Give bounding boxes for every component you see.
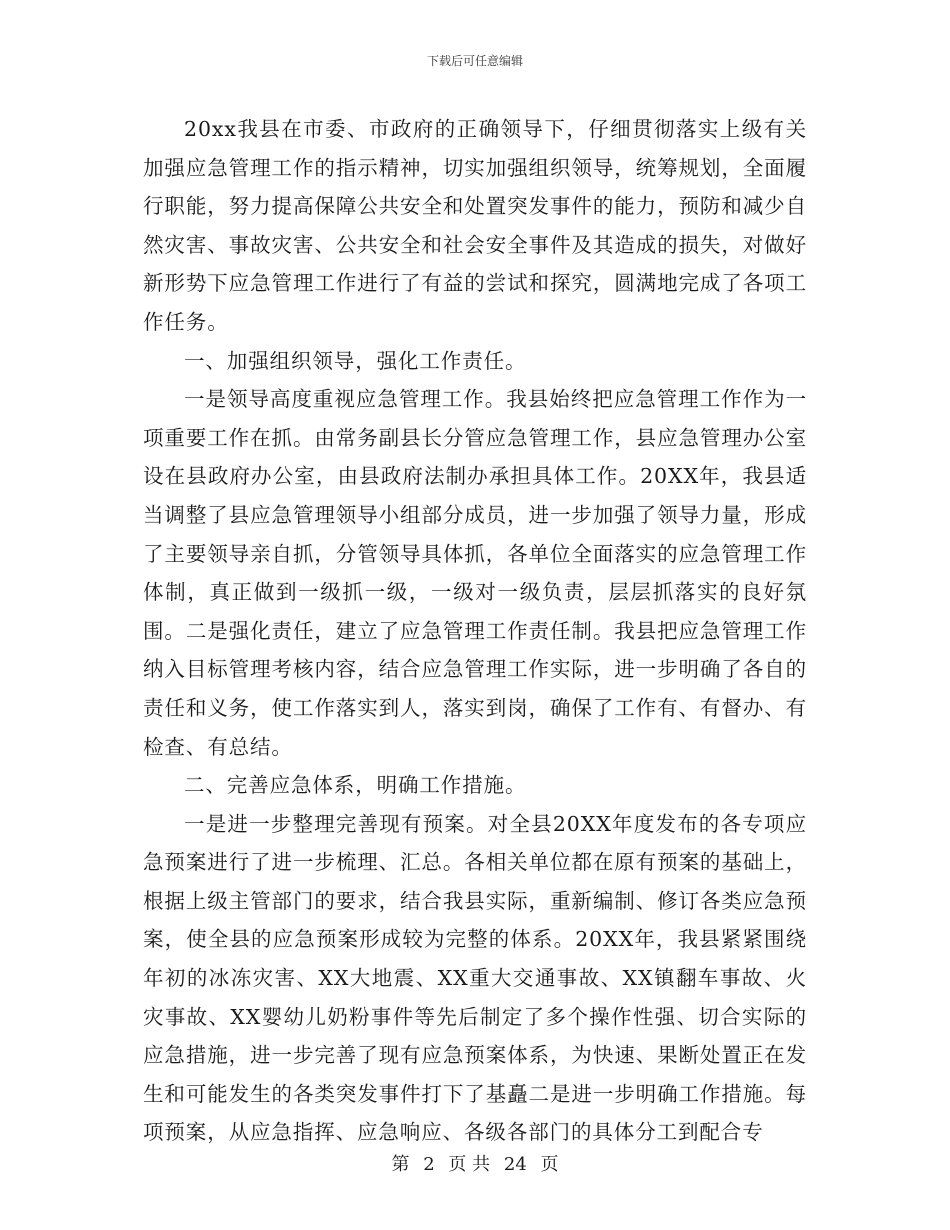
document-body xyxy=(143,110,807,1152)
section-heading-1: 一、加强组织领导，强化工作责任。 xyxy=(184,348,527,373)
footer-total-pages: 24 xyxy=(503,1154,527,1175)
footer-suffix: 页 xyxy=(540,1154,559,1175)
footer-page-number: 2 xyxy=(423,1154,435,1175)
paragraph-section-2: 一是进一步整理完善现有预案。对全县20XX年度发布的各专项应急预案进行了进一步梳理、汇总。各相关单位都在原有预案的基础上，根据上级主管部门的要求，结合我县实际，重新编制、修订各类应急预案，使全县的应急预案形成较为完整的体系。20XX年，我县紧紧围绕年初的冰冻灾害、XX大地震、XX重大交通事故、XX镇翻车事故、火灾事故、XX婴幼儿奶粉事件等先后制定了多个操作性强、切合实际的应急措施，进一步完善了现有应急预案体系，为快速、果断处置正在发生和可能发生的各类突发事件打下了基矗二是进一步明确工作措施。每项预案，从应急指挥、应急响应、各级各部门的具体分工到配合专 xyxy=(143,811,807,1145)
footer-prefix: 第 xyxy=(391,1154,410,1175)
paragraph-intro: 20xx我县在市委、市政府的正确领导下，仔细贯彻落实上级有关加强应急管理工作的指示精神，切实加强组织领导，统筹规划，全面履行职能，努力提高保障公共安全和处置突发事件的能力，预防和减少自然灾害、事故灾害、公共安全和社会安全事件及其造成的损失，对做好新形势下应急管理工作进行了有益的尝试和探究，圆满地完成了各项工作任务。 xyxy=(143,117,807,334)
footer-middle: 页 共 xyxy=(448,1154,491,1175)
section-heading-2: 二、完善应急体系，明确工作措施。 xyxy=(184,773,527,798)
page-footer xyxy=(0,1153,950,1177)
paragraph-section-1: 一是领导高度重视应急管理工作。我县始终把应急管理工作作为一项重要工作在抓。由常务副县长分管应急管理工作，县应急管理办公室设在县政府办公室，由县政府法制办承担具体工作。20XX年，我县适当调整了县应急管理领导小组部分成员，进一步加强了领导力量，形成了主要领导亲自抓，分管领导具体抓，各单位全面落实的应急管理工作体制，真正做到一级抓一级，一级对一级负责，层层抓落实的良好氛围。二是强化责任，建立了应急管理工作责任制。我县把应急管理工作纳入目标管理考核内容，结合应急管理工作实际，进一步明确了各自的责任和义务，使工作落实到人，落实到岗，确保了工作有、有督办、有检查、有总结。 xyxy=(143,387,807,759)
page-header: 下载后可任意编辑 xyxy=(426,54,523,68)
